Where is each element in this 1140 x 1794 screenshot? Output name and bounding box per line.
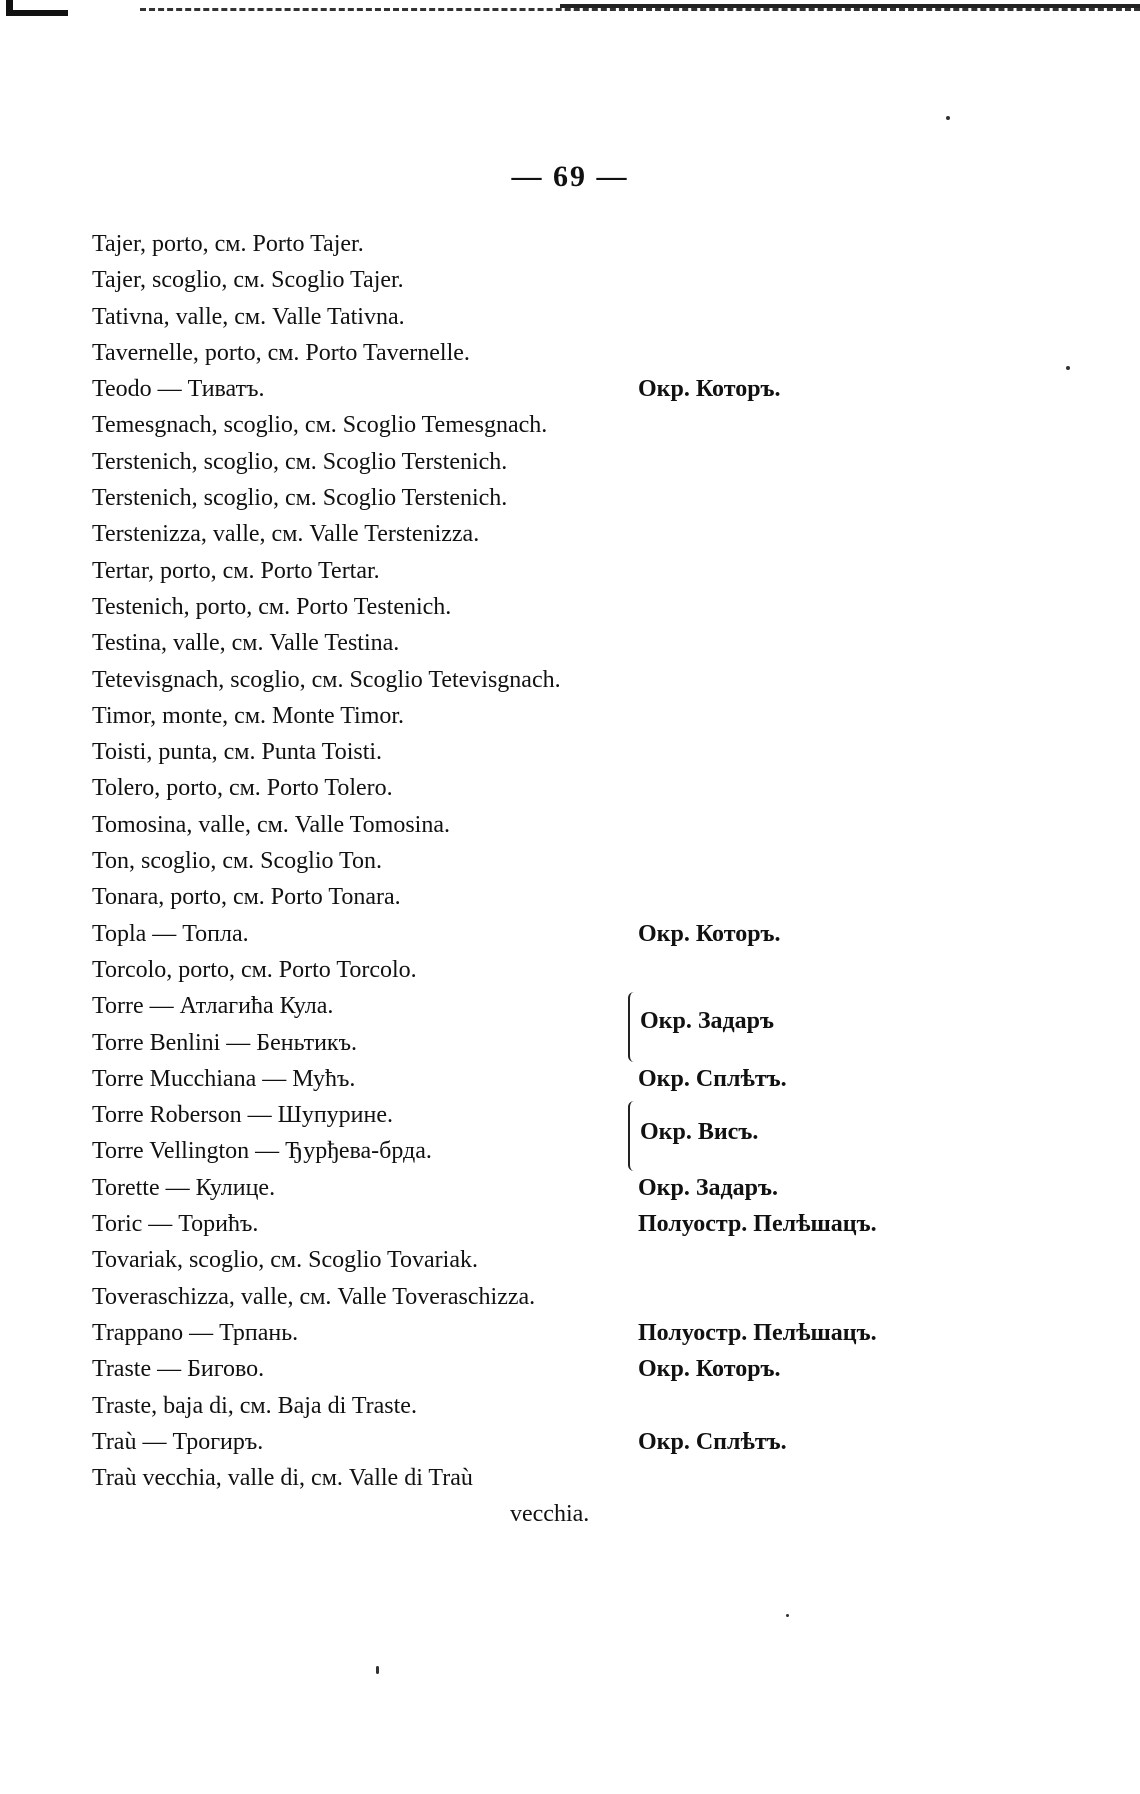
brace-label: Окр. Задаръ	[640, 1008, 774, 1034]
entry-row	[92, 1460, 932, 1496]
entry-name: vecchia.	[510, 1501, 590, 1528]
paper-speck	[786, 1614, 789, 1617]
entry-row	[92, 553, 932, 589]
entry-row	[92, 1496, 932, 1532]
entry-row	[92, 589, 932, 625]
entry-row	[92, 1388, 932, 1424]
entry-row	[92, 262, 932, 298]
gazetteer-entries	[92, 226, 932, 1533]
entry-name: Tovariak, scoglio, см. Scoglio Tovariak.	[92, 1247, 478, 1274]
entry-name: Tomosina, valle, см. Valle Tomosina.	[92, 811, 450, 838]
entry-name: Torre Roberson — Шупурине.	[92, 1102, 394, 1129]
entry-name: Tajer, scoglio, см. Scoglio Tajer.	[92, 267, 404, 294]
entry-name: Torre Mucchiana — Мућъ.	[92, 1065, 356, 1092]
corner-mark	[6, 0, 68, 16]
entry-row	[92, 1351, 932, 1387]
entry-row	[92, 1206, 932, 1242]
entry-name: Tertar, porto, см. Porto Tertar.	[92, 557, 380, 584]
entry-name: Torcolo, porto, см. Porto Torcolo.	[92, 956, 417, 983]
entry-name: Torre Vellington — Ђурђева-брда.	[92, 1138, 432, 1165]
entry-name: Traù vecchia, valle di, см. Valle di Traù	[92, 1465, 473, 1492]
entry-name: Tativna, valle, см. Valle Tativna.	[92, 303, 405, 330]
entry-row	[92, 1025, 932, 1061]
entry-row	[92, 407, 932, 443]
entry-row	[92, 226, 932, 262]
entry-row	[92, 1315, 932, 1351]
page-number: — 69 —	[511, 160, 629, 193]
brace-label: Окр. Висъ.	[640, 1119, 759, 1145]
entry-name: Toveraschizza, valle, см. Valle Toveraschizza.	[92, 1283, 536, 1310]
entry-region: Окр. Которъ.	[638, 1356, 781, 1383]
entry-name: Testenich, porto, см. Porto Testenich.	[92, 593, 452, 620]
entry-row	[92, 1424, 932, 1460]
entry-region: Окр. Которъ.	[638, 920, 781, 947]
entry-row	[92, 1279, 932, 1315]
entry-row	[92, 1170, 932, 1206]
entry-name: Tajer, porto, см. Porto Tajer.	[92, 231, 364, 257]
entry-row	[92, 916, 932, 952]
entry-region: Окр. Сплѣтъ.	[638, 1065, 787, 1092]
entry-row	[92, 662, 932, 698]
entry-row	[92, 299, 932, 335]
entry-name: Trappano — Трпань.	[92, 1319, 299, 1346]
entry-name: Toisti, punta, см. Punta Toisti.	[92, 739, 383, 766]
entry-row	[92, 988, 932, 1024]
entry-name: Temesgnach, scoglio, см. Scoglio Temesgnach.	[92, 412, 548, 439]
entry-region: Полуостр. Пелѣшацъ.	[638, 1211, 877, 1238]
entry-name: Traù — Трогиръ.	[92, 1428, 264, 1455]
entry-row	[92, 1242, 932, 1278]
entry-name: Ton, scoglio, см. Scoglio Ton.	[92, 848, 383, 875]
entry-name: Tonara, porto, см. Porto Tonara.	[92, 884, 401, 911]
entry-name: Traste — Бигово.	[92, 1356, 265, 1383]
entry-name: Timor, monte, см. Monte Timor.	[92, 702, 405, 729]
paper-speck	[376, 1666, 379, 1674]
entry-row	[92, 444, 932, 480]
entry-name: Terstenich, scoglio, см. Scoglio Terstenich.	[92, 448, 508, 475]
top-border-rule	[0, 0, 1140, 22]
dashed-rule	[140, 8, 1140, 11]
entry-name: Testina, valle, см. Valle Testina.	[92, 630, 400, 657]
entry-name: Terstenizza, valle, см. Valle Terstenizza.	[92, 521, 480, 548]
entry-name: Traste, baja di, см. Baja di Traste.	[92, 1392, 417, 1419]
entry-name: Torre Benlini — Беньтикъ.	[92, 1029, 357, 1056]
entry-row	[92, 480, 932, 516]
solid-rule	[560, 4, 1140, 8]
entry-row	[92, 516, 932, 552]
entry-name: Teodo — Тиватъ.	[92, 376, 265, 403]
entry-name: Torette — Кулице.	[92, 1174, 276, 1201]
entry-name: Toric — Торићъ.	[92, 1211, 259, 1238]
entry-row	[92, 843, 932, 879]
entry-row	[92, 698, 932, 734]
entry-region: Окр. Задаръ.	[638, 1174, 778, 1201]
entry-name: Topla — Топла.	[92, 920, 249, 947]
entry-region: Полуостр. Пелѣшацъ.	[638, 1319, 877, 1346]
entry-row	[92, 1133, 932, 1169]
entry-name: Tolero, porto, см. Porto Tolero.	[92, 775, 393, 802]
entry-row	[92, 625, 932, 661]
entry-row	[92, 335, 932, 371]
entry-name: Tetevisgnach, scoglio, см. Scoglio Tetevisgnach.	[92, 666, 561, 693]
entry-region: Окр. Которъ.	[638, 376, 781, 403]
entry-row	[92, 879, 932, 915]
entry-name: Torre — Атлагића Кула.	[92, 993, 334, 1020]
entry-row	[92, 807, 932, 843]
entry-row	[92, 734, 932, 770]
entry-region: Окр. Сплѣтъ.	[638, 1428, 787, 1455]
entry-row	[92, 1097, 932, 1133]
entry-row	[92, 770, 932, 806]
entry-name: Terstenich, scoglio, см. Scoglio Terstenich.	[92, 485, 508, 512]
entry-row	[92, 952, 932, 988]
entry-row	[92, 1061, 932, 1097]
entry-name: Tavernelle, porto, см. Porto Tavernelle.	[92, 339, 470, 366]
paper-speck	[946, 116, 950, 120]
entry-row	[92, 371, 932, 407]
paper-speck	[1066, 366, 1070, 370]
